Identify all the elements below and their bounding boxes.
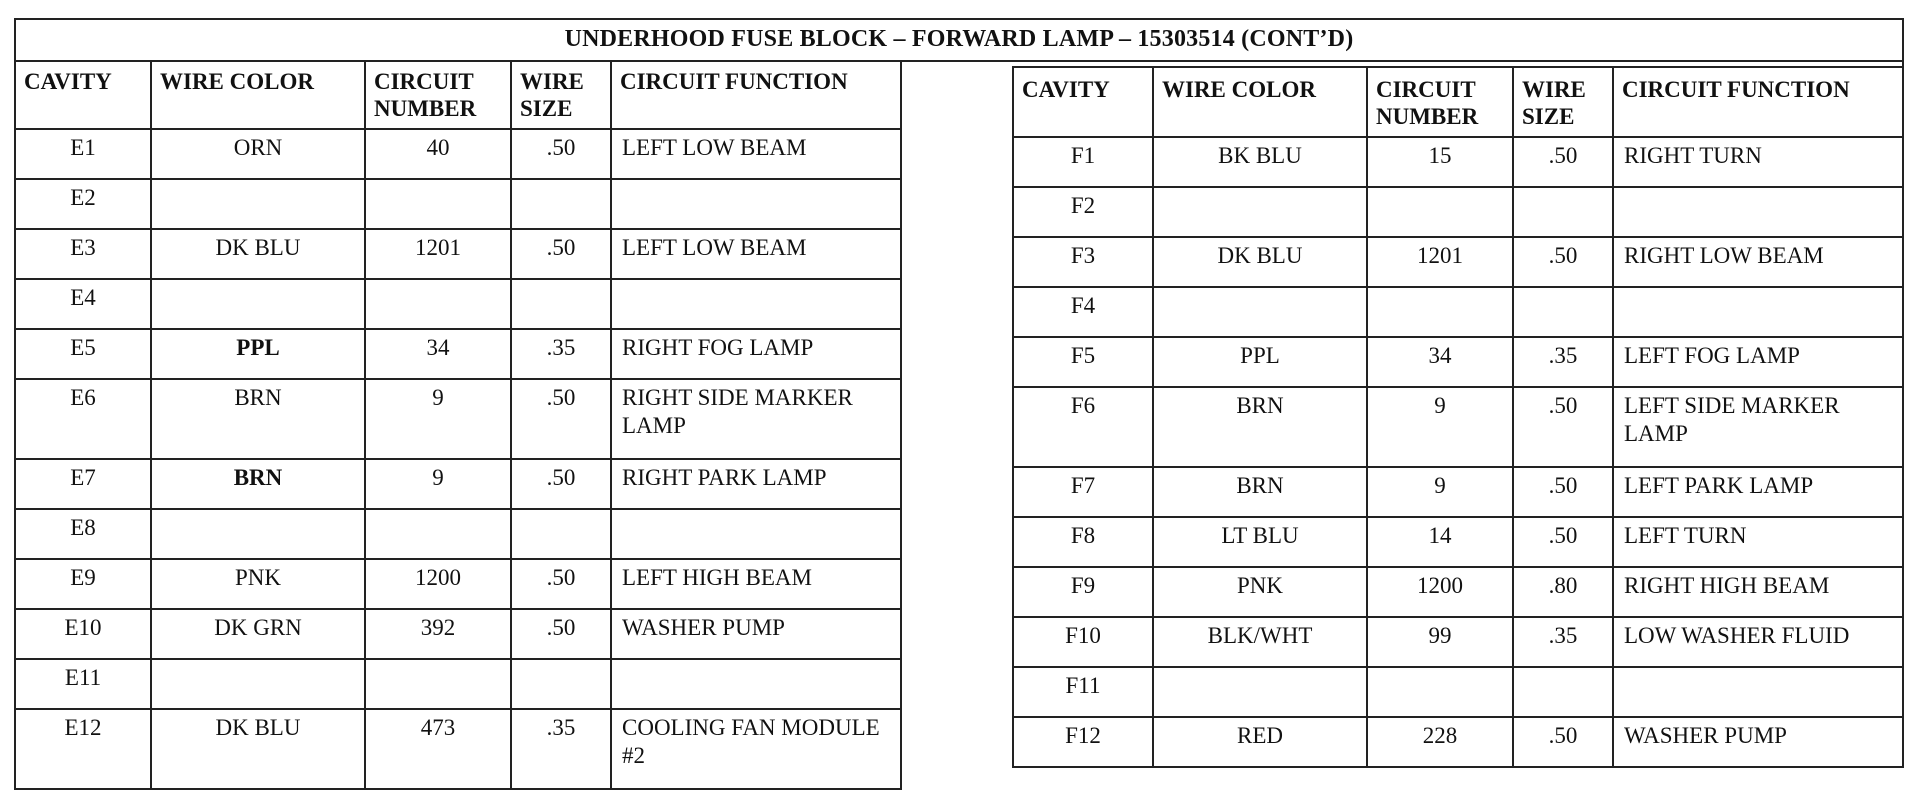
wire-size-cell: [1513, 187, 1613, 237]
header-wire-size: WIRE SIZE: [1513, 67, 1613, 137]
circuit-function-cell: [611, 279, 901, 329]
cavity-cell: E9: [15, 559, 151, 609]
wire-color-cell: [151, 509, 365, 559]
circuit-number-cell: [365, 509, 511, 559]
wire-size-cell: .80: [1513, 567, 1613, 617]
table-row: [1013, 517, 1903, 567]
table-row: [15, 229, 901, 279]
circuit-number-cell: 1201: [365, 229, 511, 279]
table-row: [15, 179, 901, 229]
wire-size-cell: .50: [511, 379, 611, 459]
circuit-function-cell: RIGHT SIDE MARKER LAMP: [611, 379, 901, 459]
wire-color-cell: LT BLU: [1153, 517, 1367, 567]
cavity-cell: E2: [15, 179, 151, 229]
wire-size-cell: [511, 509, 611, 559]
circuit-function-cell: [1613, 187, 1903, 237]
circuit-number-cell: [1367, 187, 1513, 237]
circuit-function-cell: LEFT HIGH BEAM: [611, 559, 901, 609]
header-cavity: CAVITY: [15, 60, 151, 129]
circuit-number-cell: [365, 659, 511, 709]
table-row: [1013, 467, 1903, 517]
circuit-function-cell: [1613, 287, 1903, 337]
cavity-cell: E1: [15, 129, 151, 179]
circuit-function-cell: LOW WASHER FLUID: [1613, 617, 1903, 667]
cavity-cell: F11: [1013, 667, 1153, 717]
left-fuse-table: [14, 60, 902, 790]
header-circuit-function: CIRCUIT FUNCTION: [611, 60, 901, 129]
wire-size-cell: .50: [511, 229, 611, 279]
header-circuit-function: CIRCUIT FUNCTION: [1613, 67, 1903, 137]
circuit-function-cell: LEFT LOW BEAM: [611, 129, 901, 179]
wire-size-cell: .50: [1513, 237, 1613, 287]
circuit-function-cell: LEFT FOG LAMP: [1613, 337, 1903, 387]
circuit-number-cell: 9: [1367, 467, 1513, 517]
wire-color-cell: BRN: [1153, 387, 1367, 467]
circuit-function-cell: RIGHT FOG LAMP: [611, 329, 901, 379]
circuit-number-cell: [1367, 667, 1513, 717]
circuit-number-cell: 99: [1367, 617, 1513, 667]
header-circuit-number: CIRCUIT NUMBER: [1367, 67, 1513, 137]
circuit-number-cell: 15: [1367, 137, 1513, 187]
cavity-cell: E8: [15, 509, 151, 559]
wire-size-cell: .50: [1513, 387, 1613, 467]
wire-color-cell: [1153, 667, 1367, 717]
wire-color-cell: BLK/WHT: [1153, 617, 1367, 667]
cavity-cell: F5: [1013, 337, 1153, 387]
circuit-function-cell: RIGHT LOW BEAM: [1613, 237, 1903, 287]
cavity-cell: F12: [1013, 717, 1153, 767]
table-row: [1013, 287, 1903, 337]
cavity-cell: E6: [15, 379, 151, 459]
header-wire-color: WIRE COLOR: [151, 60, 365, 129]
wire-size-cell: .50: [511, 559, 611, 609]
circuit-number-cell: 1200: [1367, 567, 1513, 617]
table-row: [15, 379, 901, 459]
circuit-function-cell: [611, 659, 901, 709]
wire-color-cell: BRN: [151, 459, 365, 509]
circuit-number-cell: 473: [365, 709, 511, 789]
cavity-cell: E3: [15, 229, 151, 279]
circuit-function-cell: [611, 179, 901, 229]
circuit-number-cell: [365, 179, 511, 229]
circuit-function-cell: RIGHT PARK LAMP: [611, 459, 901, 509]
header-circuit-number: CIRCUIT NUMBER: [365, 60, 511, 129]
table-header-row: [15, 60, 901, 129]
table-row: [15, 129, 901, 179]
table-row: [1013, 237, 1903, 287]
cavity-cell: E11: [15, 659, 151, 709]
wire-color-cell: [1153, 187, 1367, 237]
wire-size-cell: .50: [511, 459, 611, 509]
wire-color-cell: DK BLU: [151, 229, 365, 279]
cavity-cell: F4: [1013, 287, 1153, 337]
wire-size-cell: .35: [1513, 337, 1613, 387]
circuit-function-cell: LEFT LOW BEAM: [611, 229, 901, 279]
table-row: [1013, 337, 1903, 387]
table-row: [15, 329, 901, 379]
circuit-function-cell: LEFT PARK LAMP: [1613, 467, 1903, 517]
table-row: [1013, 567, 1903, 617]
circuit-function-cell: [1613, 667, 1903, 717]
cavity-cell: F7: [1013, 467, 1153, 517]
table-row: [15, 459, 901, 509]
header-cavity: CAVITY: [1013, 67, 1153, 137]
wire-color-cell: [151, 659, 365, 709]
circuit-function-cell: WASHER PUMP: [611, 609, 901, 659]
cavity-cell: E10: [15, 609, 151, 659]
wire-size-cell: [1513, 287, 1613, 337]
circuit-number-cell: 9: [365, 459, 511, 509]
circuit-number-cell: 34: [365, 329, 511, 379]
circuit-function-cell: WASHER PUMP: [1613, 717, 1903, 767]
cavity-cell: E4: [15, 279, 151, 329]
right-fuse-table: [1012, 66, 1904, 768]
cavity-cell: E5: [15, 329, 151, 379]
wire-size-cell: .50: [1513, 717, 1613, 767]
circuit-function-cell: [611, 509, 901, 559]
wire-color-cell: BRN: [1153, 467, 1367, 517]
wire-size-cell: .50: [1513, 517, 1613, 567]
circuit-number-cell: [365, 279, 511, 329]
table-row: [15, 559, 901, 609]
cavity-cell: F9: [1013, 567, 1153, 617]
wire-size-cell: [511, 659, 611, 709]
header-wire-size: WIRE SIZE: [511, 60, 611, 129]
table-row: [15, 609, 901, 659]
wire-color-cell: [151, 179, 365, 229]
wire-size-cell: [511, 279, 611, 329]
wire-color-cell: PNK: [1153, 567, 1367, 617]
wire-size-cell: [511, 179, 611, 229]
wire-color-cell: DK BLU: [1153, 237, 1367, 287]
table-row: [15, 659, 901, 709]
table-row: [1013, 717, 1903, 767]
cavity-cell: F1: [1013, 137, 1153, 187]
wire-color-cell: [151, 279, 365, 329]
circuit-function-cell: COOLING FAN MODULE #2: [611, 709, 901, 789]
wire-size-cell: .50: [1513, 137, 1613, 187]
table-row: [1013, 617, 1903, 667]
cavity-cell: E12: [15, 709, 151, 789]
circuit-number-cell: 40: [365, 129, 511, 179]
wire-color-cell: PPL: [151, 329, 365, 379]
cavity-cell: F8: [1013, 517, 1153, 567]
wire-color-cell: BRN: [151, 379, 365, 459]
cavity-cell: F2: [1013, 187, 1153, 237]
wire-size-cell: .50: [511, 129, 611, 179]
wire-color-cell: [1153, 287, 1367, 337]
wire-color-cell: RED: [1153, 717, 1367, 767]
wire-color-cell: DK BLU: [151, 709, 365, 789]
circuit-number-cell: 1200: [365, 559, 511, 609]
cavity-cell: E7: [15, 459, 151, 509]
circuit-number-cell: 9: [365, 379, 511, 459]
page-title: UNDERHOOD FUSE BLOCK – FORWARD LAMP – 15303514 (CONT’D): [14, 18, 1904, 62]
table-row: [1013, 137, 1903, 187]
table-row: [1013, 667, 1903, 717]
circuit-function-cell: RIGHT TURN: [1613, 137, 1903, 187]
circuit-function-cell: LEFT TURN: [1613, 517, 1903, 567]
table-header-row: [1013, 67, 1903, 137]
circuit-number-cell: 1201: [1367, 237, 1513, 287]
wire-color-cell: DK GRN: [151, 609, 365, 659]
wire-size-cell: .50: [1513, 467, 1613, 517]
circuit-number-cell: 228: [1367, 717, 1513, 767]
cavity-cell: F10: [1013, 617, 1153, 667]
cavity-cell: F6: [1013, 387, 1153, 467]
circuit-function-cell: LEFT SIDE MARKER LAMP: [1613, 387, 1903, 467]
wire-size-cell: .35: [511, 709, 611, 789]
circuit-function-cell: RIGHT HIGH BEAM: [1613, 567, 1903, 617]
wire-size-cell: .35: [511, 329, 611, 379]
circuit-number-cell: 9: [1367, 387, 1513, 467]
wire-size-cell: .50: [511, 609, 611, 659]
circuit-number-cell: 14: [1367, 517, 1513, 567]
table-row: [15, 709, 901, 789]
wire-color-cell: ORN: [151, 129, 365, 179]
circuit-number-cell: 392: [365, 609, 511, 659]
wire-size-cell: [1513, 667, 1613, 717]
header-wire-color: WIRE COLOR: [1153, 67, 1367, 137]
cavity-cell: F3: [1013, 237, 1153, 287]
wire-color-cell: PNK: [151, 559, 365, 609]
table-row: [15, 279, 901, 329]
wire-color-cell: BK BLU: [1153, 137, 1367, 187]
wire-size-cell: .35: [1513, 617, 1613, 667]
circuit-number-cell: [1367, 287, 1513, 337]
table-row: [15, 509, 901, 559]
table-row: [1013, 187, 1903, 237]
wire-color-cell: PPL: [1153, 337, 1367, 387]
circuit-number-cell: 34: [1367, 337, 1513, 387]
table-row: [1013, 387, 1903, 467]
